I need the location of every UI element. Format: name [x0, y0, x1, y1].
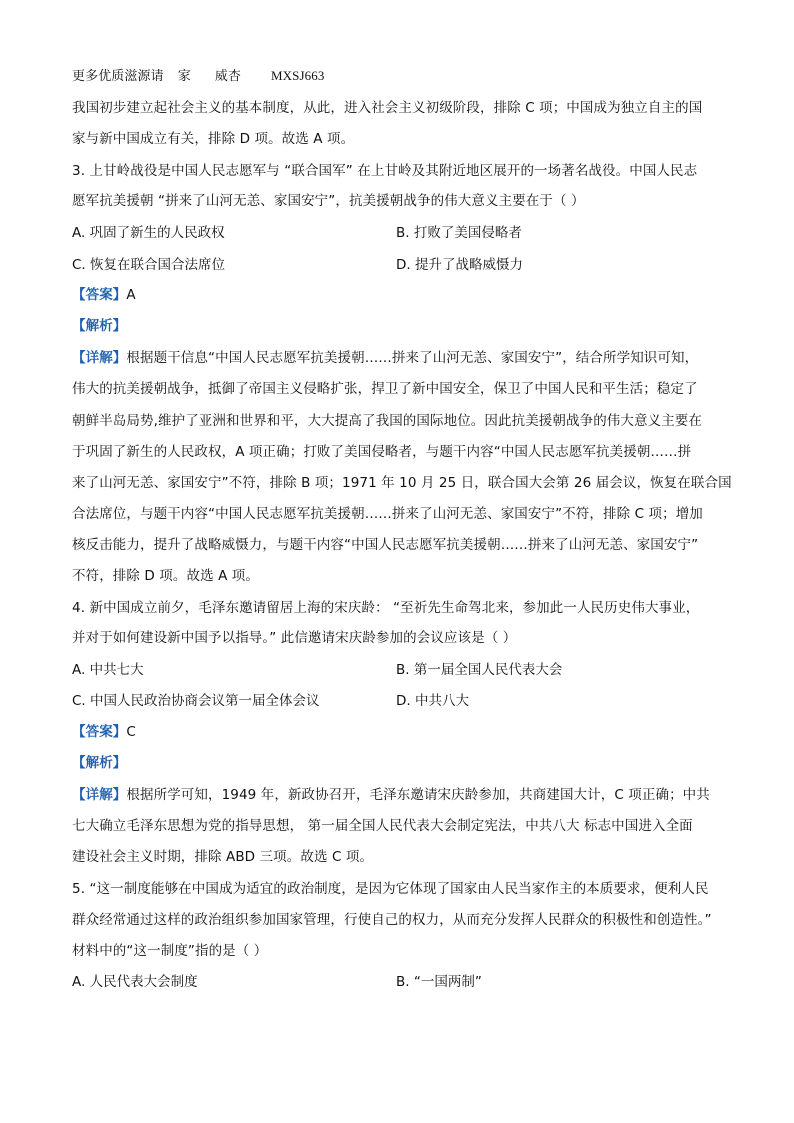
- q3-option-a: A. 巩固了新生的人民政权: [72, 225, 225, 241]
- prev-line-2: 家与新中国成立有关，排除 D 项。故选 A 项。: [72, 131, 355, 147]
- q5-stem-line-2: 群众经常通过这样的政治组织参加国家管理，行使自己的权力，从而充分发挥人民群众的积极性和创造性。”: [72, 912, 712, 928]
- header-line: [72, 66, 324, 87]
- q3-option-c: C. 恢复在联合国合法席位: [72, 257, 226, 273]
- q4-option-a: A. 中共七大: [72, 662, 144, 678]
- q4-stem-line-2: 并对于如何建设新中国予以指导。” 此信邀请宋庆龄参加的会议应该是（ ）: [72, 630, 517, 646]
- analysis-tag: 【解析】: [72, 755, 127, 771]
- q3-detail-line-3: 朝鲜半岛局势,维护了亚洲和世界和平，大大提高了我国的国际地位。因此抗美援朝战争的伟大意义主要在: [72, 413, 702, 429]
- detail-tag: 【详解】: [72, 787, 127, 803]
- q4-analysis-heading: [72, 753, 126, 773]
- q4-detail-line-2: 七大确立毛泽东思想为党的指导思想， 第一届全国人民代表大会制定宪法，中共八大 标志中国进入全面: [72, 818, 693, 834]
- q4-detail-line-1: [72, 785, 710, 805]
- answer-value: A: [126, 287, 136, 303]
- q4-option-b: B. 第一届全国人民代表大会: [396, 662, 563, 678]
- q5-option-a: A. 人民代表大会制度: [72, 974, 198, 990]
- q4-stem-line-1: 4. 新中国成立前夕，毛泽东邀请留居上海的宋庆龄： “至祈先生命驾北来，参加此一人民历史伟大事业，: [72, 600, 700, 616]
- q3-detail-line-6: 合法席位，与题干内容“中国人民志愿军抗美援朝……拼来了山河无恙、家国安宁”不符，排除 C 项；增加: [72, 506, 703, 522]
- q3-option-d: D. 提升了战略威慑力: [396, 257, 523, 273]
- q3-detail-line-1: [72, 348, 698, 368]
- q5-stem-line-3: 材料中的“这一制度”指的是（ ）: [72, 943, 268, 959]
- header-prefix: 更多优质滋源请: [72, 69, 164, 84]
- q3-stem-line-1: 3. 上甘岭战役是中国人民志愿军与 “联合国军” 在上甘岭及其附近地区展开的一场著名战役。中国人民志: [72, 163, 698, 179]
- q3-analysis-heading: [72, 316, 126, 336]
- q3-detail-line-2: 伟大的抗美援朝战争，抵御了帝国主义侵略扩张，捍卫了新中国安全，保卫了中国人民和平生活；稳定了: [72, 381, 698, 397]
- q4-option-c: C. 中国人民政治协商会议第一届全体会议: [72, 693, 320, 709]
- q3-detail-line-7: 核反击能力，提升了战略威慑力，与题干内容“中国人民志愿军抗美援朝……拼来了山河无恙、家国安宁”: [72, 537, 699, 553]
- detail-text: 根据题干信息“中国人民志愿军抗美援朝……拼来了山河无恙、家国安宁”，结合所学知识可知，: [126, 350, 699, 366]
- header-code: MXSJ663: [271, 68, 325, 83]
- q3-detail-line-5: 来了山河无恙、家国安宁”不符，排除 B 项；1971 年 10 月 25 日，联合国大会第 26 届会议，恢复在联合国: [72, 475, 732, 491]
- detail-text: 根据所学可知，1949 年，新政协召开，毛泽东邀请宋庆龄参加，共商建国大计，C 项正确；中共: [126, 787, 710, 803]
- answer-value: C: [126, 724, 136, 740]
- answer-tag: 【答案】: [72, 724, 127, 740]
- answer-tag: 【答案】: [72, 287, 127, 303]
- q4-detail-line-3: 建设社会主义时期，排除 ABD 三项。故选 C 项。: [72, 849, 374, 865]
- header-char2: 威杏: [214, 69, 242, 84]
- detail-tag: 【详解】: [72, 350, 127, 366]
- q4-answer: [72, 722, 136, 742]
- q3-detail-line-8: 不符，排除 D 项。故选 A 项。: [72, 568, 259, 584]
- q3-option-b: B. 打败了美国侵略者: [396, 225, 522, 241]
- header-char1: 家: [177, 69, 191, 84]
- q5-option-b: B. “一国两制”: [396, 974, 482, 990]
- analysis-tag: 【解析】: [72, 318, 127, 334]
- q3-stem-line-2: 愿军抗美援朝 “拼来了山河无恙、家国安宁”，抗美援朝战争的伟大意义主要在于（ ）: [72, 193, 585, 209]
- prev-line-1: 我国初步建立起社会主义的基本制度，从此，进入社会主义初级阶段，排除 C 项；中国成为独立自主的国: [72, 100, 703, 116]
- q5-stem-line-1: 5. “这一制度能够在中国成为适宜的政治制度，是因为它体现了国家由人民当家作主的本质要求，便利人民: [72, 881, 709, 897]
- q4-option-d: D. 中共八大: [396, 693, 469, 709]
- q3-answer: [72, 285, 136, 305]
- q3-detail-line-4: 于巩固了新生的人民政权，A 项正确；打败了美国侵略者，与题干内容“中国人民志愿军抗美援朝……拼: [72, 444, 692, 460]
